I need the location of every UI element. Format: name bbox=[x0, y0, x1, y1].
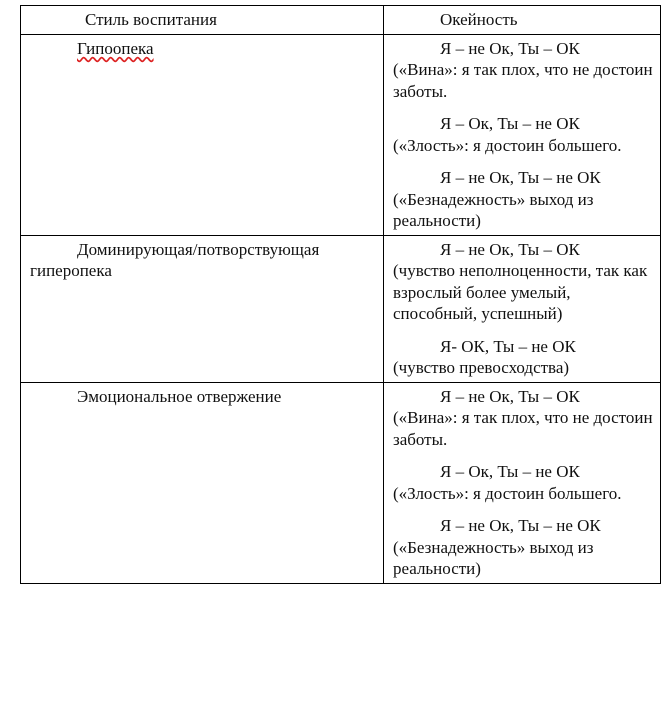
okness-description: («Безнадежность» выход из реальности) bbox=[393, 189, 594, 230]
okness-cell bbox=[384, 34, 661, 235]
okness-position: Я – не Ок, Ты – ОК bbox=[440, 239, 580, 259]
okness-position: Я – не Ок, Ты – ОК bbox=[440, 386, 580, 406]
style-label: Гипоопека bbox=[77, 38, 154, 58]
table-header-row bbox=[21, 6, 661, 35]
okness-description: («Злость»: я достоин большего. bbox=[393, 135, 622, 155]
okness-description: («Злость»: я достоин большего. bbox=[393, 483, 622, 503]
okness-paragraph bbox=[393, 336, 656, 379]
table-row bbox=[21, 34, 661, 235]
style-cell bbox=[21, 235, 384, 382]
okness-description: («Вина»: я так плох, что не достоин заботы. bbox=[393, 60, 653, 101]
okness-description: (чувство превосходства) bbox=[393, 358, 570, 377]
okness-description: («Вина»: я так плох, что не достоин заботы. bbox=[393, 408, 653, 449]
style-cell bbox=[21, 34, 384, 235]
header-okness-label: Окейность bbox=[440, 10, 518, 29]
header-cell-okness bbox=[384, 6, 661, 35]
okness-description: («Безнадежность» выход из реальности) bbox=[393, 537, 594, 578]
okness-cell bbox=[384, 382, 661, 583]
okness-position: Я – не Ок, Ты – не ОК bbox=[440, 516, 601, 535]
okness-position: Я – Ок, Ты – не ОК bbox=[440, 462, 580, 481]
header-style-label: Стиль воспитания bbox=[85, 10, 217, 29]
table-row bbox=[21, 382, 661, 583]
okness-description: (чувство неполноценности, так как взрослый более умелый, способный, успешный) bbox=[393, 261, 648, 323]
okness-paragraph bbox=[393, 113, 656, 156]
okness-table bbox=[20, 5, 661, 584]
okness-position: Я – не Ок, Ты – ОК bbox=[440, 38, 580, 58]
okness-position: Я- ОК, Ты – не ОК bbox=[440, 336, 576, 356]
okness-paragraph bbox=[393, 239, 656, 325]
okness-paragraph bbox=[393, 461, 656, 504]
header-cell-style bbox=[21, 6, 384, 35]
okness-cell bbox=[384, 235, 661, 382]
style-cell bbox=[21, 382, 384, 583]
okness-paragraph bbox=[393, 515, 656, 580]
style-label: Эмоциональное отвержение bbox=[77, 386, 282, 406]
table-row bbox=[21, 235, 661, 382]
okness-paragraph bbox=[393, 38, 656, 103]
okness-position: Я – Ок, Ты – не ОК bbox=[440, 114, 580, 133]
okness-paragraph bbox=[393, 386, 656, 451]
style-label: Доминирующая/потворствующая гиперопека bbox=[30, 239, 320, 280]
okness-paragraph bbox=[393, 167, 656, 232]
okness-position: Я – не Ок, Ты – не ОК bbox=[440, 168, 601, 187]
